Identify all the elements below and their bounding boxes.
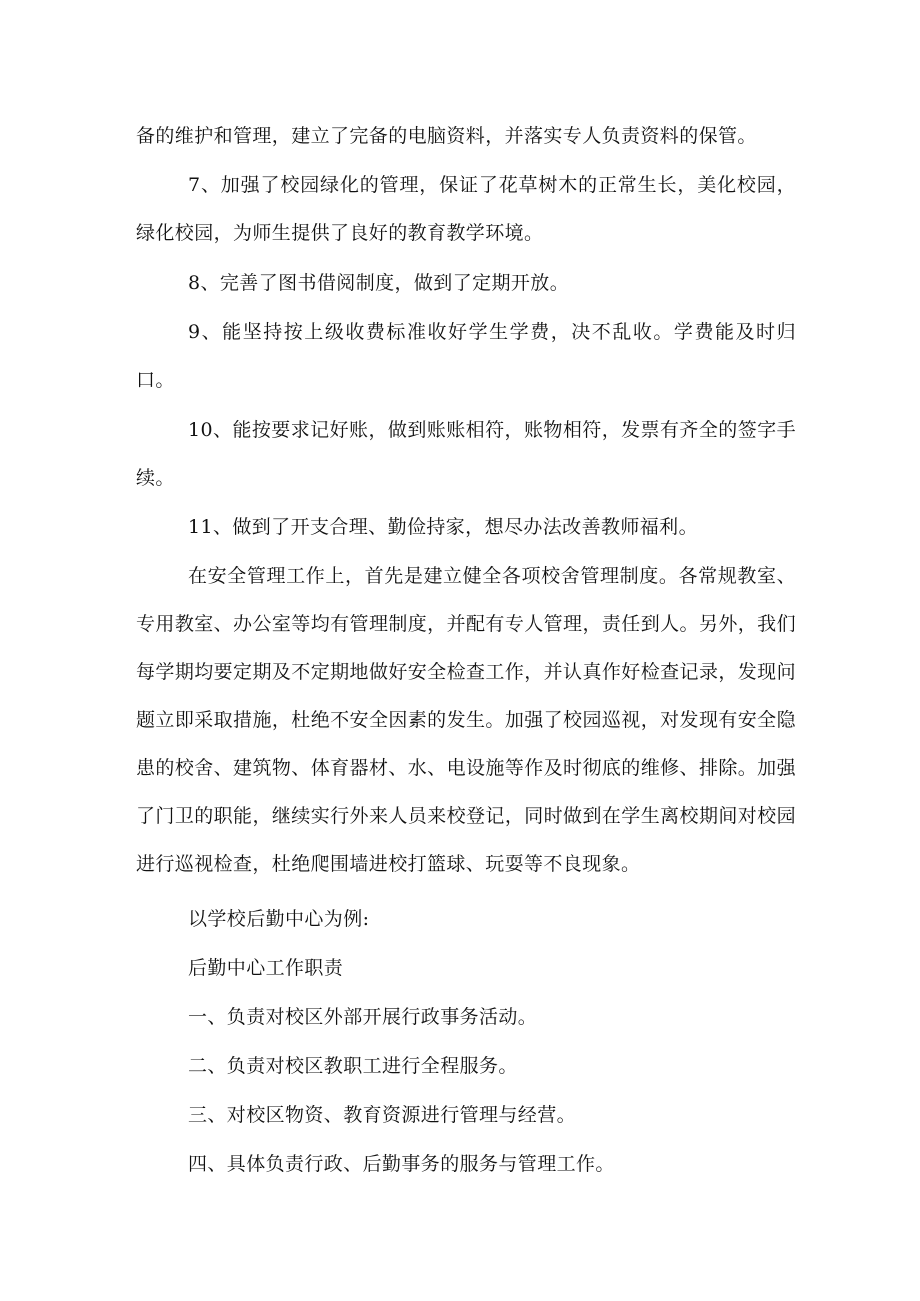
paragraph-8: 以学校后勤中心为例: [188,908,370,930]
paragraph-7: 在安全管理工作上，首先是建立健全各项校舍管理制度。各常规教室、专用教室、办公室等均有管理制度，并配有专人管理，责任到人。另外，我们每学期均要定期及不定期地做好安全检查工作，并认真作好检查记录，发现问题立即采取措施，杜绝不安全因素的发生。加强了校园巡视，对发现有安全隐患的校舍、建筑物、体育器材、水、电设施等作及时彻底的维修、排除。加强了门卫的职能，继续实行外来人员来校登记，同时做到在学生离校期间对校园进行巡视检查，杜绝爬围墙进校打篮球、玩耍等不良现象。 [136,565,796,875]
paragraph-5: 10、能按要求记好账，做到账账相符，账物相符，发票有齐全的签字手续。 [136,419,796,489]
paragraph-12: 三、对校区物资、教育资源进行管理与经营。 [188,1104,577,1126]
paragraph-6: 11、做到了开支合理、勤俭持家，想尽办法改善教师福利。 [188,516,698,538]
paragraph-4: 9、能坚持按上级收费标准收好学生学费，决不乱收。学费能及时归口。 [136,321,796,391]
paragraph-1: 备的维护和管理，建立了完备的电脑资料，并落实专人负责资料的保管。 [136,125,757,147]
paragraph-9: 后勤中心工作职责 [188,957,344,979]
paragraph-2: 7、加强了校园绿化的管理，保证了花草树木的正常生长，美化校园，绿化校园，为师生提供了良好的教育教学环境。 [136,174,796,244]
paragraph-13: 四、具体负责行政、后勤事务的服务与管理工作。 [188,1153,615,1175]
paragraph-3: 8、完善了图书借阅制度，做到了定期开放。 [188,272,570,294]
paragraph-10: 一、负责对校区外部开展行政事务活动。 [188,1006,538,1028]
paragraph-11: 二、负责对校区教职工进行全程服务。 [188,1055,518,1077]
